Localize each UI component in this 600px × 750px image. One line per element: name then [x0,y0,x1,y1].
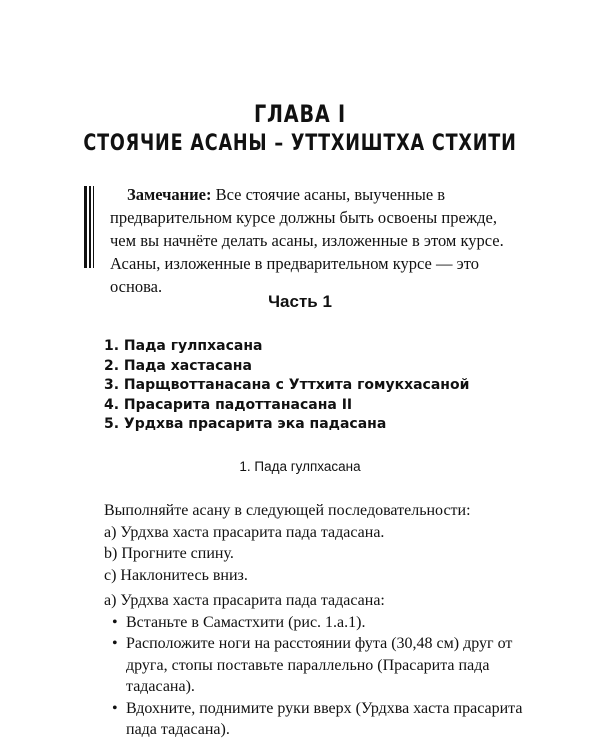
sequence-block [104,500,544,586]
part-heading: Часть 1 [268,292,332,311]
step-a-bullets [104,612,544,741]
section-heading: 1. Пада гулпхасана [239,459,361,474]
step-a-block [104,590,544,741]
step-a-title: а) Урдхва хаста прасарита пада тадасана: [104,592,385,609]
sequence-intro: Выполняйте асану в следующей последовательности: [104,502,471,519]
asana-list-item: 4. Прасарита падоттанасана II [104,396,353,413]
note-label: Замечание: [127,185,212,204]
bullet-item: • Встаньте в Самастхити (рис. 1.а.1). [104,612,544,634]
sequence-step: b) Прогните спину. [104,545,234,562]
note-margin-bars [84,186,94,268]
bullet-item: • Вдохните, поднимите руки вверх (Урдхва хаста прасарита пада тадасана). [104,698,544,741]
asana-list [104,337,469,435]
note-bar [89,186,91,268]
asana-list-item: 5. Урдхва прасарита эка падасана [104,416,387,432]
sequence-step: с) Наклонитесь вниз. [104,566,248,584]
asana-list-item: 1. Пада гулпхасана [104,338,263,354]
chapter-subtitle: СТОЯЧИЕ АСАНЫ – УТТХИШТХА СТХИТИ [83,131,517,156]
note-bar [84,186,87,268]
note-bar [93,186,94,268]
note-block [110,183,510,298]
note-text: Все стоячие асаны, выученные в предварительном курсе должны быть освоены прежде, чем вы начнёте делать асаны, изложенные в этом курсе. Асаны, изложенные в предварительном курсе — это основа. [110,185,504,296]
bullet-item: • Расположите ноги на расстоянии фута (30,48 см) друг от друга, стопы поставьте параллельно (Прасарита пада тадасана). [104,633,544,698]
chapter-number: ГЛАВА I [254,100,346,128]
asana-list-item: 3. Парщвоттанасана с Уттхита гомукхасаной [104,377,470,393]
asana-list-item: 2. Пада хастасана [104,357,252,374]
sequence-step: а) Урдхва хаста прасарита пада тадасана. [104,523,385,541]
